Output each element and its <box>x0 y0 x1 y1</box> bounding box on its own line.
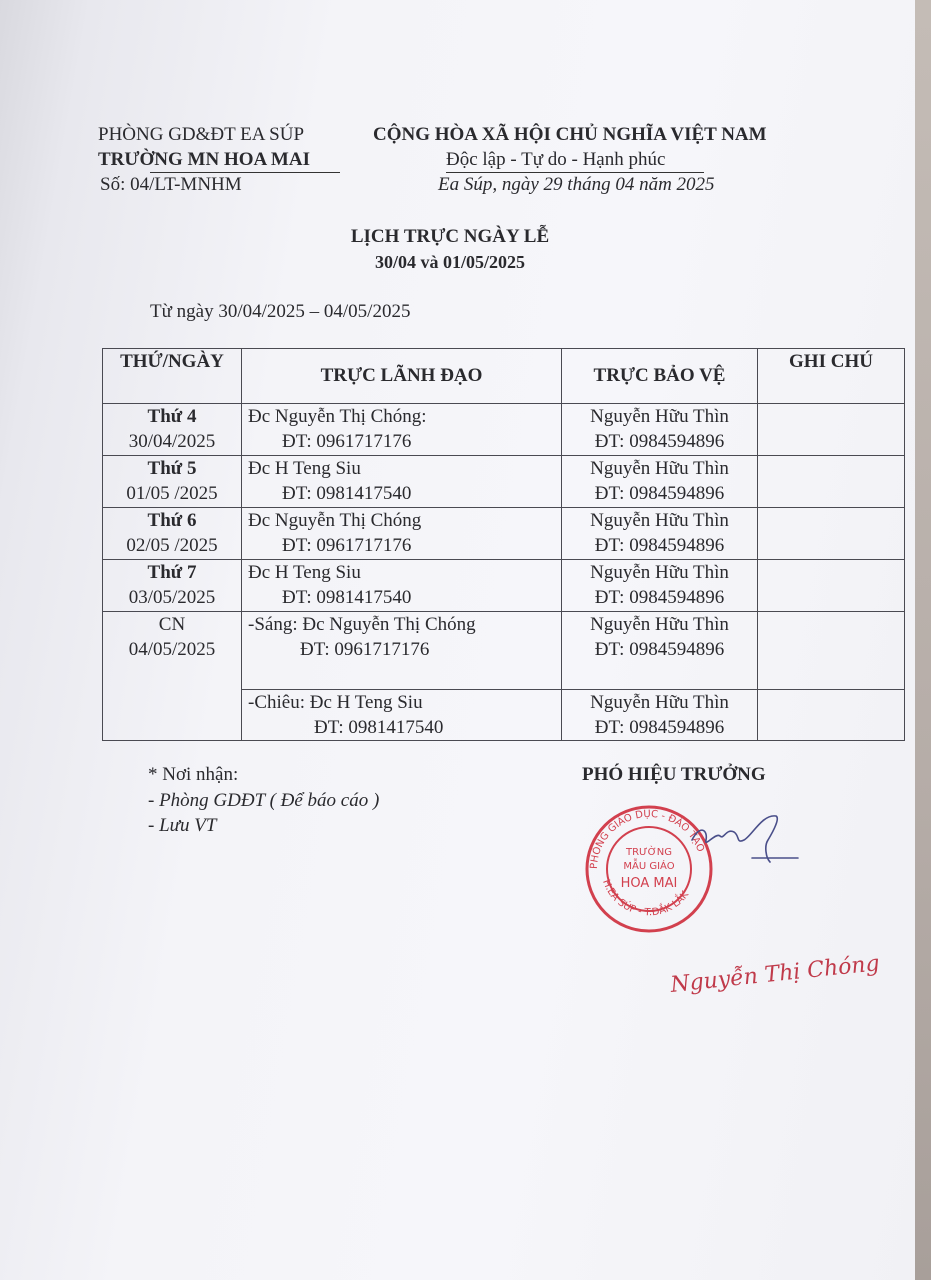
school-underline <box>150 172 340 173</box>
column-header-guard: TRỰC BẢO VỆ <box>562 349 758 404</box>
note-cell <box>758 612 905 690</box>
background-edge <box>915 0 931 1280</box>
leader-name: Đc H Teng Siu <box>248 562 361 583</box>
leader-phone: ĐT: 0981417540 <box>314 717 444 738</box>
leader-phone: ĐT: 0961717176 <box>282 431 412 452</box>
leader-phone: ĐT: 0961717176 <box>300 639 430 660</box>
leader-phone: ĐT: 0961717176 <box>282 535 412 556</box>
note-cell <box>758 690 905 741</box>
table-row <box>103 456 905 508</box>
date-label: 03/05/2025 <box>128 587 216 608</box>
guard-phone: ĐT: 0984594896 <box>594 431 725 452</box>
date-label: 30/04/2025 <box>128 431 216 452</box>
table-row <box>103 560 905 612</box>
guard-name: Nguyễn Hữu Thìn <box>590 406 729 427</box>
nation-title: CỘNG HÒA XÃ HỘI CHỦ NGHĨA VIỆT NAM <box>373 124 767 145</box>
guard-name: Nguyễn Hữu Thìn <box>590 562 729 583</box>
svg-text:H.EA SÚP - T.ĐẮK LẮK: H.EA SÚP - T.ĐẮK LẮK <box>600 878 692 919</box>
place-date: Ea Súp, ngày 29 tháng 04 năm 2025 <box>438 174 715 195</box>
note-cell <box>758 508 905 560</box>
recipient-item: - Phòng GDĐT ( Để báo cáo ) <box>148 790 380 811</box>
table-row <box>103 404 905 456</box>
column-header-day: THỨ/NGÀY <box>103 349 242 404</box>
guard-name: Nguyễn Hữu Thìn <box>590 510 729 531</box>
day-label: Thứ 4 <box>147 406 197 427</box>
note-cell <box>758 456 905 508</box>
guard-phone: ĐT: 0984594896 <box>594 639 725 660</box>
department-name: PHÒNG GD&ĐT EA SÚP <box>98 124 305 145</box>
svg-text:TRƯỜNG: TRƯỜNG <box>626 847 672 858</box>
signer-role: PHÓ HIỆU TRƯỞNG <box>582 764 766 785</box>
note-cell <box>758 560 905 612</box>
leader-name: Đc Nguyễn Thị Chóng: <box>248 406 427 427</box>
duty-schedule-table <box>102 348 905 741</box>
guard-phone: ĐT: 0984594896 <box>594 483 725 504</box>
note-cell <box>758 404 905 456</box>
leader-name: Đc H Teng Siu <box>248 458 361 479</box>
guard-name: Nguyễn Hữu Thìn <box>590 692 729 713</box>
motto: Độc lập - Tự do - Hạnh phúc <box>446 149 666 170</box>
svg-text:MẪU GIÁO: MẪU GIÁO <box>623 861 675 872</box>
table-header-row <box>103 349 905 404</box>
column-header-leader: TRỰC LÃNH ĐẠO <box>242 349 562 404</box>
leader-phone: ĐT: 0981417540 <box>282 587 412 608</box>
svg-text:HOA MAI: HOA MAI <box>620 876 678 891</box>
table-row <box>103 612 905 690</box>
guard-phone: ĐT: 0984594896 <box>594 717 725 738</box>
day-label: CN <box>158 614 186 635</box>
date-label: 01/05 /2025 <box>126 483 218 504</box>
school-name: TRƯỜNG MN HOA MAI <box>98 149 310 170</box>
date-label: 04/05/2025 <box>128 639 216 660</box>
period-text: Từ ngày 30/04/2025 – 04/05/2025 <box>150 301 411 322</box>
recipients-label: * Nơi nhận: <box>148 764 239 785</box>
guard-name: Nguyễn Hữu Thìn <box>590 458 729 479</box>
document-title: LỊCH TRỰC NGÀY LỄ <box>350 226 550 247</box>
document-number: Số: 04/LT-MNHM <box>100 174 242 195</box>
leader-name: -Sáng: Đc Nguyễn Thị Chóng <box>248 614 476 635</box>
guard-name: Nguyễn Hữu Thìn <box>590 614 729 635</box>
recipient-item: - Lưu VT <box>148 815 217 836</box>
day-label: Thứ 6 <box>147 510 197 531</box>
column-header-note: GHI CHÚ <box>758 349 905 404</box>
leader-name: -Chiêu: Đc H Teng Siu <box>248 692 423 713</box>
svg-text:PHÒNG GIÁO DỤC - ĐÀO TẠO: PHÒNG GIÁO DỤC - ĐÀO TẠO <box>588 808 706 870</box>
day-label: Thứ 7 <box>147 562 197 583</box>
day-label: Thứ 5 <box>147 458 197 479</box>
date-label: 02/05 /2025 <box>126 535 218 556</box>
table-row <box>103 508 905 560</box>
motto-underline <box>446 172 704 173</box>
guard-phone: ĐT: 0984594896 <box>594 535 725 556</box>
handwritten-signature <box>690 810 800 870</box>
guard-phone: ĐT: 0984594896 <box>594 587 725 608</box>
leader-phone: ĐT: 0981417540 <box>282 483 412 504</box>
leader-name: Đc Nguyễn Thị Chóng <box>248 510 422 531</box>
signer-name: Nguyễn Thị Chóng <box>669 951 881 998</box>
document-subtitle: 30/04 và 01/05/2025 <box>374 252 525 272</box>
